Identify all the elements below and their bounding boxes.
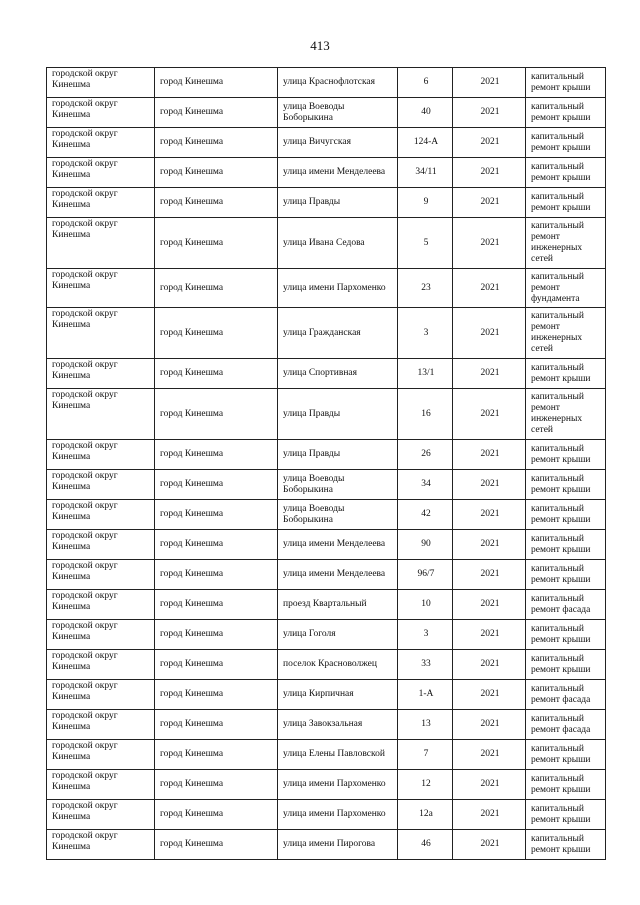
table-row	[47, 68, 606, 98]
settlement-cell: город Кинешма	[155, 188, 278, 218]
house-cell: 13	[398, 710, 453, 740]
street-cell: улица имени Менделеева	[278, 158, 398, 188]
settlement-cell: город Кинешма	[155, 710, 278, 740]
house-cell: 6	[398, 68, 453, 98]
settlement-cell: город Кинешма	[155, 680, 278, 710]
street-cell: улица Воеводы Боборыкина	[278, 500, 398, 530]
house-cell: 23	[398, 269, 453, 308]
year-cell: 2021	[453, 500, 526, 530]
municipality-cell: городской округ Кинешма	[47, 359, 155, 389]
municipality-cell: городской округ Кинешма	[47, 650, 155, 680]
street-cell: улица имени Менделеева	[278, 560, 398, 590]
municipality-cell: городской округ Кинешма	[47, 530, 155, 560]
settlement-cell: город Кинешма	[155, 158, 278, 188]
municipality-cell: городской округ Кинешма	[47, 740, 155, 770]
house-cell: 10	[398, 590, 453, 620]
work-type-cell: капитальный ремонт крыши	[526, 770, 606, 800]
municipality-cell: городской округ Кинешма	[47, 128, 155, 158]
street-cell: улица Воеводы Боборыкина	[278, 98, 398, 128]
table-row	[47, 530, 606, 560]
year-cell: 2021	[453, 128, 526, 158]
street-cell: улица имени Пархоменко	[278, 269, 398, 308]
municipality-cell: городской округ Кинешма	[47, 308, 155, 359]
year-cell: 2021	[453, 98, 526, 128]
street-cell: улица имени Пархоменко	[278, 770, 398, 800]
settlement-cell: город Кинешма	[155, 128, 278, 158]
work-type-cell: капитальный ремонт инженерных сетей	[526, 389, 606, 440]
work-type-cell: капитальный ремонт фундамента	[526, 269, 606, 308]
table-row	[47, 440, 606, 470]
municipality-cell: городской округ Кинешма	[47, 800, 155, 830]
table-row	[47, 500, 606, 530]
settlement-cell: город Кинешма	[155, 800, 278, 830]
municipality-cell: городской округ Кинешма	[47, 98, 155, 128]
street-cell: улица Краснофлотская	[278, 68, 398, 98]
municipality-cell: городской округ Кинешма	[47, 470, 155, 500]
year-cell: 2021	[453, 620, 526, 650]
municipality-cell: городской округ Кинешма	[47, 500, 155, 530]
house-cell: 34	[398, 470, 453, 500]
table-row	[47, 389, 606, 440]
house-cell: 12а	[398, 800, 453, 830]
year-cell: 2021	[453, 530, 526, 560]
settlement-cell: город Кинешма	[155, 740, 278, 770]
year-cell: 2021	[453, 308, 526, 359]
work-type-cell: капитальный ремонт крыши	[526, 500, 606, 530]
table-row	[47, 770, 606, 800]
work-type-cell: капитальный ремонт крыши	[526, 740, 606, 770]
work-type-cell: капитальный ремонт крыши	[526, 830, 606, 860]
street-cell: улица имени Менделеева	[278, 530, 398, 560]
municipality-cell: городской округ Кинешма	[47, 158, 155, 188]
house-cell: 3	[398, 620, 453, 650]
house-cell: 124-А	[398, 128, 453, 158]
work-type-cell: капитальный ремонт крыши	[526, 440, 606, 470]
street-cell: улица Гражданская	[278, 308, 398, 359]
house-cell: 46	[398, 830, 453, 860]
street-cell: улица имени Пирогова	[278, 830, 398, 860]
work-type-cell: капитальный ремонт крыши	[526, 800, 606, 830]
year-cell: 2021	[453, 800, 526, 830]
year-cell: 2021	[453, 710, 526, 740]
street-cell: улица Воеводы Боборыкина	[278, 470, 398, 500]
table-row	[47, 128, 606, 158]
street-cell: улица Правды	[278, 389, 398, 440]
house-cell: 3	[398, 308, 453, 359]
settlement-cell: город Кинешма	[155, 98, 278, 128]
settlement-cell: город Кинешма	[155, 830, 278, 860]
work-type-cell: капитальный ремонт крыши	[526, 470, 606, 500]
settlement-cell: город Кинешма	[155, 389, 278, 440]
municipality-cell: городской округ Кинешма	[47, 440, 155, 470]
year-cell: 2021	[453, 560, 526, 590]
house-cell: 1-А	[398, 680, 453, 710]
municipality-cell: городской округ Кинешма	[47, 710, 155, 740]
year-cell: 2021	[453, 650, 526, 680]
work-type-cell: капитальный ремонт фасада	[526, 680, 606, 710]
municipality-cell: городской округ Кинешма	[47, 269, 155, 308]
year-cell: 2021	[453, 218, 526, 269]
year-cell: 2021	[453, 158, 526, 188]
settlement-cell: город Кинешма	[155, 650, 278, 680]
work-type-cell: капитальный ремонт крыши	[526, 359, 606, 389]
work-type-cell: капитальный ремонт фасада	[526, 590, 606, 620]
house-cell: 7	[398, 740, 453, 770]
table-row	[47, 470, 606, 500]
municipality-cell: городской округ Кинешма	[47, 68, 155, 98]
work-type-cell: капитальный ремонт крыши	[526, 530, 606, 560]
street-cell: улица Правды	[278, 188, 398, 218]
table-row	[47, 188, 606, 218]
year-cell: 2021	[453, 389, 526, 440]
work-type-cell: капитальный ремонт крыши	[526, 650, 606, 680]
house-cell: 33	[398, 650, 453, 680]
street-cell: улица Гоголя	[278, 620, 398, 650]
settlement-cell: город Кинешма	[155, 440, 278, 470]
table-row	[47, 800, 606, 830]
street-cell: улица Ивана Седова	[278, 218, 398, 269]
house-cell: 5	[398, 218, 453, 269]
table-row	[47, 308, 606, 359]
house-cell: 16	[398, 389, 453, 440]
year-cell: 2021	[453, 590, 526, 620]
work-type-cell: капитальный ремонт инженерных сетей	[526, 308, 606, 359]
work-type-cell: капитальный ремонт инженерных сетей	[526, 218, 606, 269]
settlement-cell: город Кинешма	[155, 359, 278, 389]
house-cell: 42	[398, 500, 453, 530]
work-type-cell: капитальный ремонт крыши	[526, 560, 606, 590]
settlement-cell: город Кинешма	[155, 500, 278, 530]
street-cell: улица Завокзальная	[278, 710, 398, 740]
repair-schedule-table	[46, 67, 606, 860]
municipality-cell: городской округ Кинешма	[47, 218, 155, 269]
table-row	[47, 710, 606, 740]
year-cell: 2021	[453, 740, 526, 770]
house-cell: 96/7	[398, 560, 453, 590]
house-cell: 13/1	[398, 359, 453, 389]
year-cell: 2021	[453, 359, 526, 389]
work-type-cell: капитальный ремонт крыши	[526, 620, 606, 650]
table-row	[47, 590, 606, 620]
house-cell: 40	[398, 98, 453, 128]
settlement-cell: город Кинешма	[155, 590, 278, 620]
municipality-cell: городской округ Кинешма	[47, 188, 155, 218]
year-cell: 2021	[453, 470, 526, 500]
table-row	[47, 650, 606, 680]
table-row	[47, 158, 606, 188]
settlement-cell: город Кинешма	[155, 470, 278, 500]
street-cell: улица Кирпичная	[278, 680, 398, 710]
table-row	[47, 680, 606, 710]
street-cell: улица Правды	[278, 440, 398, 470]
table-row	[47, 830, 606, 860]
year-cell: 2021	[453, 269, 526, 308]
street-cell: улица имени Пархоменко	[278, 800, 398, 830]
house-cell: 12	[398, 770, 453, 800]
table-row	[47, 560, 606, 590]
house-cell: 90	[398, 530, 453, 560]
municipality-cell: городской округ Кинешма	[47, 590, 155, 620]
settlement-cell: город Кинешма	[155, 218, 278, 269]
table-row	[47, 98, 606, 128]
work-type-cell: капитальный ремонт крыши	[526, 188, 606, 218]
year-cell: 2021	[453, 440, 526, 470]
work-type-cell: капитальный ремонт крыши	[526, 68, 606, 98]
settlement-cell: город Кинешма	[155, 530, 278, 560]
settlement-cell: город Кинешма	[155, 770, 278, 800]
municipality-cell: городской округ Кинешма	[47, 389, 155, 440]
street-cell: улица Спортивная	[278, 359, 398, 389]
settlement-cell: город Кинешма	[155, 620, 278, 650]
street-cell: улица Вичугская	[278, 128, 398, 158]
settlement-cell: город Кинешма	[155, 68, 278, 98]
table-row	[47, 740, 606, 770]
street-cell: улица Елены Павловской	[278, 740, 398, 770]
year-cell: 2021	[453, 68, 526, 98]
settlement-cell: город Кинешма	[155, 308, 278, 359]
work-type-cell: капитальный ремонт крыши	[526, 98, 606, 128]
municipality-cell: городской округ Кинешма	[47, 620, 155, 650]
table-row	[47, 218, 606, 269]
table-row	[47, 269, 606, 308]
house-cell: 9	[398, 188, 453, 218]
municipality-cell: городской округ Кинешма	[47, 560, 155, 590]
street-cell: поселок Красноволжец	[278, 650, 398, 680]
municipality-cell: городской округ Кинешма	[47, 770, 155, 800]
street-cell: проезд Квартальный	[278, 590, 398, 620]
settlement-cell: город Кинешма	[155, 560, 278, 590]
table-row	[47, 359, 606, 389]
year-cell: 2021	[453, 188, 526, 218]
settlement-cell: город Кинешма	[155, 269, 278, 308]
page-number: 413	[310, 38, 330, 53]
municipality-cell: городской округ Кинешма	[47, 680, 155, 710]
table-row	[47, 620, 606, 650]
year-cell: 2021	[453, 770, 526, 800]
year-cell: 2021	[453, 830, 526, 860]
house-cell: 34/11	[398, 158, 453, 188]
year-cell: 2021	[453, 680, 526, 710]
work-type-cell: капитальный ремонт крыши	[526, 128, 606, 158]
work-type-cell: капитальный ремонт крыши	[526, 158, 606, 188]
municipality-cell: городской округ Кинешма	[47, 830, 155, 860]
work-type-cell: капитальный ремонт фасада	[526, 710, 606, 740]
house-cell: 26	[398, 440, 453, 470]
